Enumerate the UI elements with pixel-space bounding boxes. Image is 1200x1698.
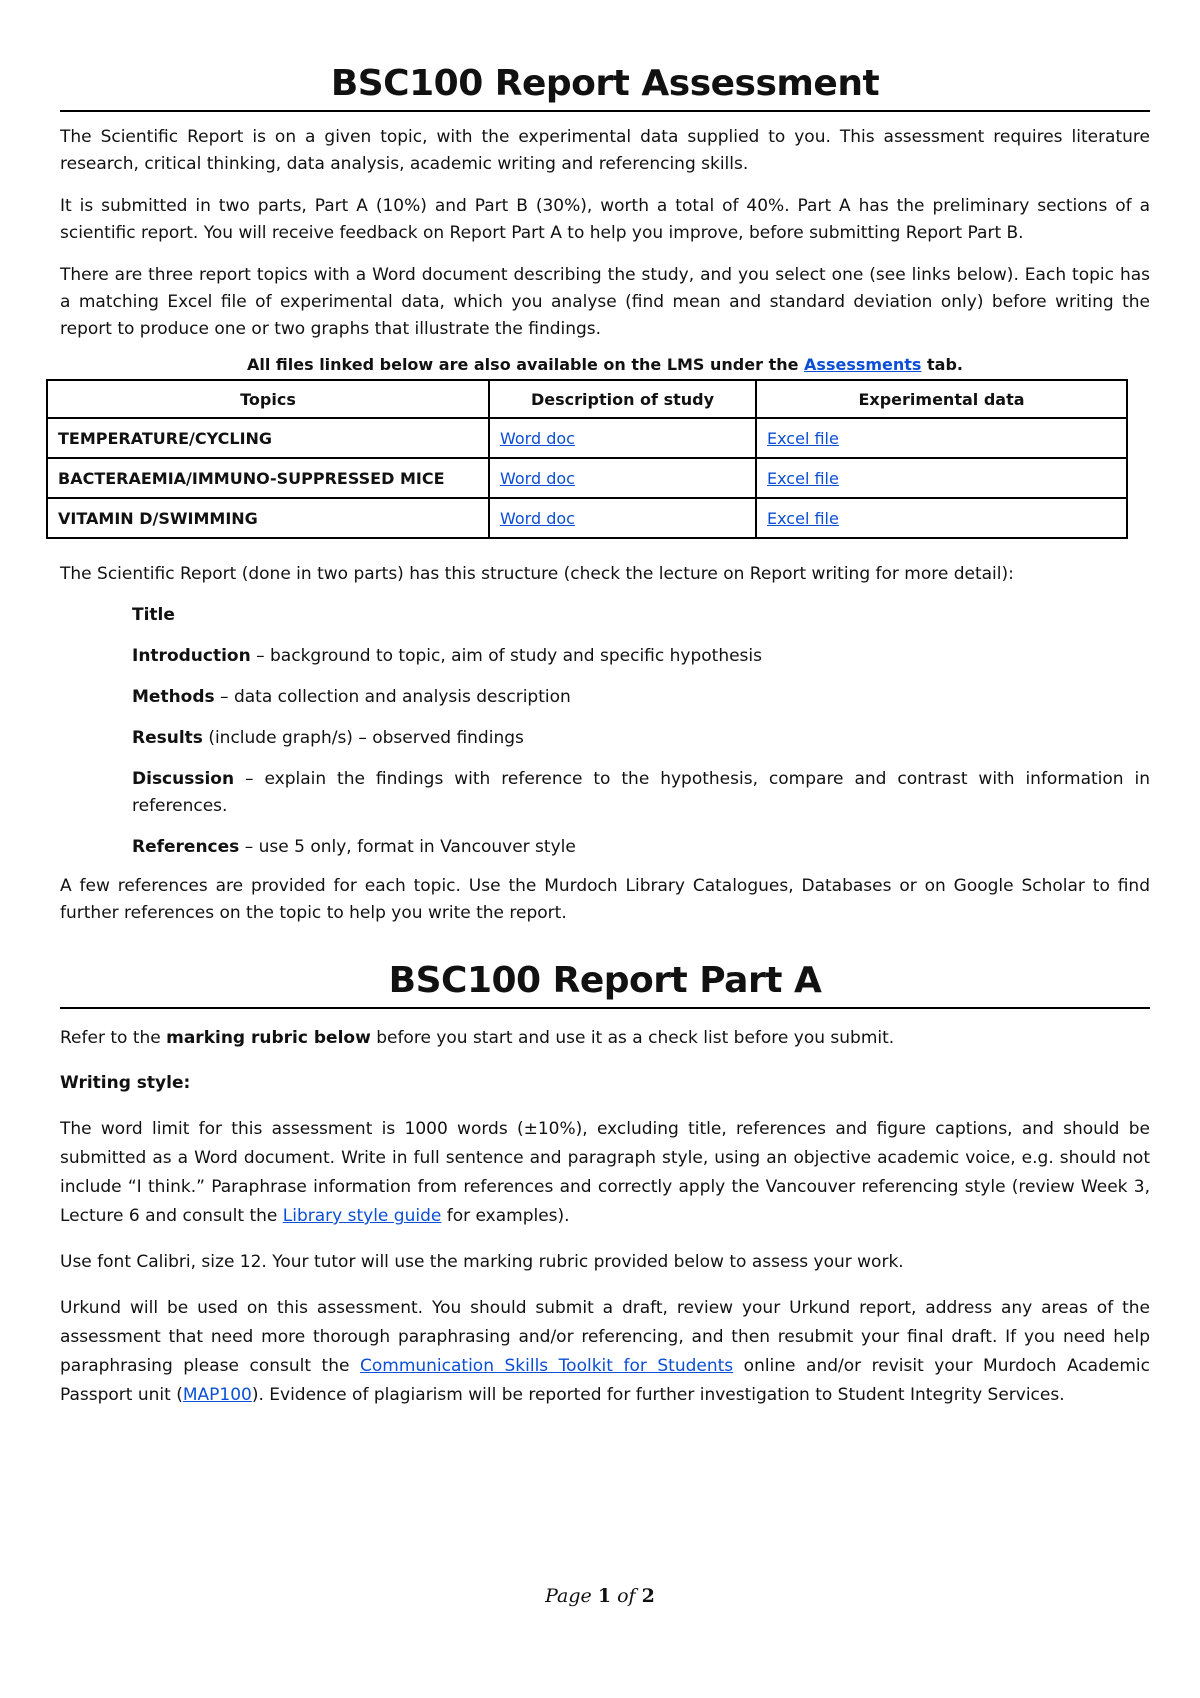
map100-link[interactable]: MAP100	[182, 1385, 252, 1405]
doc-cell	[489, 498, 756, 538]
document-page	[60, 58, 1150, 1410]
topic-cell: TEMPERATURE/CYCLING	[47, 418, 489, 458]
intro-paragraph-2: It is submitted in two parts, Part A (10%) and Part B (30%), worth a total of 40%. Part A has the preliminary sections of a scientific report. You will receive feedback on Report Part A to help you improve, before submitting Report Part B.	[60, 196, 1150, 243]
files-note: All files linked below are also available on the LMS under the Assessments tab.	[246, 355, 963, 374]
topics-table	[46, 379, 1128, 539]
structure-item: Title	[132, 605, 175, 625]
table-header-row	[47, 380, 1127, 418]
doc-cell	[489, 418, 756, 458]
communication-skills-toolkit-link[interactable]: Communication Skills Toolkit for Students	[359, 1356, 734, 1376]
word-doc-link[interactable]: Word doc	[500, 508, 575, 528]
structure-item: References – use 5 only, format in Vancouver style	[132, 837, 576, 857]
data-cell	[756, 498, 1127, 538]
urkund-paragraph: Urkund will be used on this assessment. You should submit a draft, review your Urkund report, address any areas of the assessment that need more thorough paraphrasing and/or referencing, and then resubmit your final draft. If you need help paraphrasing please consult the Communication Skills Toolkit for Students online and/or revisit your Murdoch Academic Passport unit (MAP100). Evidence of plagiarism will be reported for further investigation to Student Integrity Services.	[60, 1298, 1150, 1405]
table-row	[47, 458, 1127, 498]
writing-style-heading: Writing style:	[60, 1073, 191, 1093]
column-header-data: Experimental data	[756, 380, 1127, 418]
structure-item: Results (include graph/s) – observed findings	[132, 728, 524, 748]
intro-paragraph-1: The Scientific Report is on a given topic, with the experimental data supplied to you. This assessment requires literature research, critical thinking, data analysis, academic writing and referencing skills.	[60, 127, 1150, 174]
excel-file-link[interactable]: Excel file	[767, 508, 839, 528]
structure-item: Methods – data collection and analysis description	[132, 687, 571, 707]
structure-list	[60, 602, 1150, 861]
table-row	[47, 498, 1127, 538]
page-title: BSC100 Report Assessment	[60, 58, 1150, 112]
structure-item: Discussion – explain the findings with reference to the hypothesis, compare and contrast with information in references.	[132, 769, 1150, 816]
font-paragraph: Use font Calibri, size 12. Your tutor will use the marking rubric provided below to assess your work.	[60, 1252, 904, 1272]
table-row	[47, 418, 1127, 458]
word-doc-link[interactable]: Word doc	[500, 428, 575, 448]
data-cell	[756, 458, 1127, 498]
structure-lead: The Scientific Report (done in two parts) has this structure (check the lecture on Report writing for more detail):	[60, 564, 1014, 584]
topic-cell: VITAMIN D/SWIMMING	[47, 498, 489, 538]
references-note: A few references are provided for each topic. Use the Murdoch Library Catalogues, Databases or on Google Scholar to find further references on the topic to help you write the report.	[60, 876, 1150, 923]
excel-file-link[interactable]: Excel file	[767, 428, 839, 448]
topic-cell: BACTERAEMIA/IMMUNO-SUPPRESSED MICE	[47, 458, 489, 498]
library-style-guide-link[interactable]: Library style guide	[282, 1206, 442, 1226]
rubric-paragraph: Refer to the marking rubric below before you start and use it as a check list before you submit.	[60, 1028, 895, 1048]
structure-item: Introduction – background to topic, aim of study and specific hypothesis	[132, 646, 762, 666]
intro-paragraph-3: There are three report topics with a Word document describing the study, and you select one (see links below). Each topic has a matching Excel file of experimental data, which you analyse (find mean and standard deviation only) before writing the report to produce one or two graphs that illustrate the findings.	[60, 265, 1150, 339]
word-doc-link[interactable]: Word doc	[500, 468, 575, 488]
data-cell	[756, 418, 1127, 458]
excel-file-link[interactable]: Excel file	[767, 468, 839, 488]
page-number: 1	[597, 1585, 612, 1607]
part-a-title: BSC100 Report Part A	[60, 955, 1150, 1009]
page-footer: Page 1 of 2	[545, 1585, 655, 1607]
writing-style-paragraph: The word limit for this assessment is 1000 words (±10%), excluding title, references and figure captions, and should be submitted as a Word document. Write in full sentence and paragraph style, using an objective academic voice, e.g. should not include “I think.” Paraphrase information from references and correctly apply the Vancouver referencing style (review Week 3, Lecture 6 and consult the Library style guide for examples).	[60, 1119, 1150, 1226]
doc-cell	[489, 458, 756, 498]
assessments-link[interactable]: Assessments	[804, 355, 922, 374]
column-header-topics: Topics	[47, 380, 489, 418]
column-header-description: Description of study	[489, 380, 756, 418]
page-total: 2	[641, 1585, 655, 1607]
